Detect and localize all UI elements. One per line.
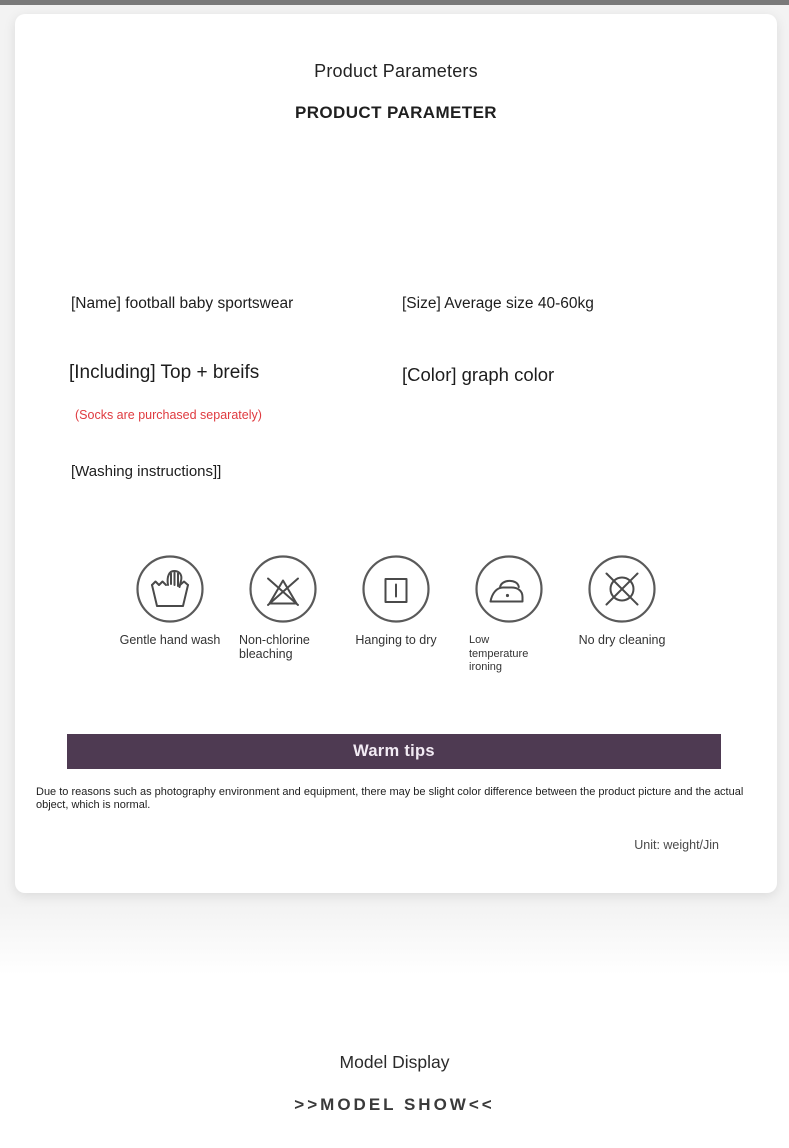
section-subtitle: PRODUCT PARAMETER: [295, 103, 497, 122]
care-item-iron-low: [453, 554, 566, 675]
param-size: [Size] Average size 40-60kg: [402, 295, 594, 312]
param-color: [Color] graph color: [402, 364, 555, 385]
warm-tips-title: Warm tips: [353, 742, 435, 760]
iron-low-icon: [474, 554, 544, 624]
care-label: Gentle hand wash: [119, 633, 221, 647]
param-including: [Including] Top + breifs: [69, 362, 260, 383]
model-show-subtitle: >>MODEL SHOW<<: [294, 1095, 495, 1114]
section-title: Product Parameters: [314, 61, 478, 81]
no-dry-clean-icon: [587, 554, 657, 624]
top-divider-bar: [0, 0, 789, 5]
care-item-hang-dry: [340, 554, 453, 675]
care-item-no-dry-clean: [566, 554, 679, 675]
unit-note: Unit: weight/Jin: [634, 838, 719, 852]
model-display-title: Model Display: [339, 1052, 450, 1072]
care-item-hand-wash: [114, 554, 227, 675]
color-difference-disclaimer: Due to reasons such as photography environment and equipment, there may be slight color difference between the product picture and the actual object, which is normal.: [36, 786, 744, 811]
care-label: Low temperature ironing: [469, 634, 529, 673]
param-name: [Name] football baby sportswear: [71, 295, 294, 312]
care-icons-row: [15, 554, 777, 675]
hang-dry-icon: [361, 554, 431, 624]
product-parameters-card: [15, 14, 777, 893]
care-label: Non-chlorine bleaching: [239, 633, 310, 661]
no-bleach-icon: [248, 554, 318, 624]
washing-instructions-label: [Washing instructions]]: [71, 463, 222, 480]
care-item-no-bleach: [227, 554, 340, 675]
hand-wash-icon: [135, 554, 205, 624]
socks-note: (Socks are purchased separately): [75, 408, 262, 422]
warm-tips-banner: [67, 734, 721, 769]
care-label: Hanging to dry: [355, 633, 437, 647]
care-label: No dry cleaning: [578, 633, 666, 647]
